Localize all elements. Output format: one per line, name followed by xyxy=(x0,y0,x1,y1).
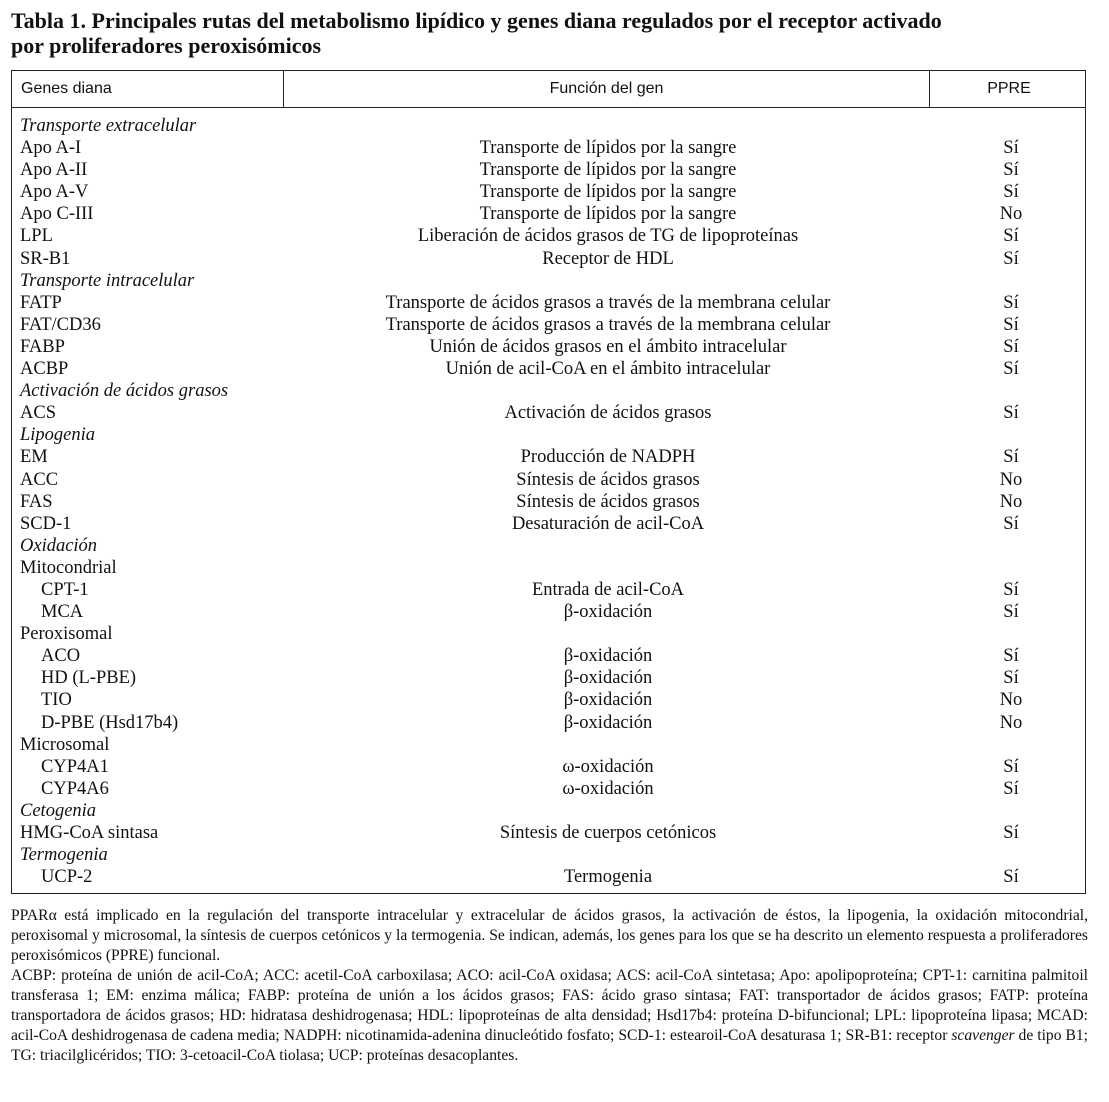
table-row xyxy=(12,469,1085,491)
table-row xyxy=(12,446,1085,468)
gene-name: ACS xyxy=(20,403,56,424)
ppre-value: Sí xyxy=(1003,314,1019,335)
gene-function: Entrada de acil-CoA xyxy=(531,579,685,600)
subsection-row xyxy=(12,734,1085,756)
gene-function: Termogenia xyxy=(563,867,653,888)
table-row xyxy=(12,159,1085,181)
ppre-value: Sí xyxy=(1003,182,1019,203)
subsection-label: Mitocondrial xyxy=(20,557,117,578)
subsection-row xyxy=(12,557,1085,579)
gene-function: Transporte de lípidos por la sangre xyxy=(479,138,737,159)
ppre-value: Sí xyxy=(1003,336,1019,357)
gene-name: HD (L-PBE) xyxy=(41,668,137,689)
gene-function: β-oxidación xyxy=(563,646,653,667)
section-label: Termogenia xyxy=(20,845,108,866)
gene-function: β-oxidación xyxy=(563,712,653,733)
subsection-label: Peroxisomal xyxy=(20,624,113,645)
note-abbreviations-italic: scavenger xyxy=(951,1027,1015,1044)
ppre-value: Sí xyxy=(1003,513,1019,534)
ppre-value: Sí xyxy=(1003,646,1019,667)
gene-function: Transporte de lípidos por la sangre xyxy=(479,204,737,225)
gene-function: Liberación de ácidos grasos de TG de lipoproteínas xyxy=(417,226,799,247)
note-abbreviations-part-2: de tipo B1; TG: triacilglicéridos; TIO: 3-cetoacil-CoA tiolasa; UCP: proteínas desacoplantes. xyxy=(11,1027,1088,1064)
ppre-value: Sí xyxy=(1003,403,1019,424)
gene-name: CYP4A1 xyxy=(41,756,109,777)
gene-function: Transporte de lípidos por la sangre xyxy=(479,160,737,181)
section-label: Transporte intracelular xyxy=(20,270,195,291)
ppre-value: No xyxy=(999,690,1023,711)
ppre-value: Sí xyxy=(1003,292,1019,313)
ppre-value: Sí xyxy=(1003,359,1019,380)
table-row xyxy=(12,358,1085,380)
ppre-value: No xyxy=(999,469,1023,490)
table-row xyxy=(12,756,1085,778)
section-label: Oxidación xyxy=(20,535,98,556)
ppre-value: Sí xyxy=(1003,778,1019,799)
ppre-value: No xyxy=(999,491,1023,512)
gene-table xyxy=(11,70,1086,894)
table-row xyxy=(12,601,1085,623)
table-row xyxy=(12,491,1085,513)
table-row xyxy=(12,712,1085,734)
ppre-value: Sí xyxy=(1003,226,1019,247)
table-row xyxy=(12,579,1085,601)
gene-name: CPT-1 xyxy=(41,579,89,600)
table-row xyxy=(12,778,1085,800)
header-funcion-del-gen: Función del gen xyxy=(283,71,929,107)
section-label: Transporte extracelular xyxy=(20,116,197,136)
section-label: Activación de ácidos grasos xyxy=(20,381,229,402)
table-row xyxy=(12,292,1085,314)
gene-name: CYP4A6 xyxy=(41,778,109,799)
gene-function: β-oxidación xyxy=(563,602,653,623)
section-label: Cetogenia xyxy=(20,800,97,821)
gene-name: TIO xyxy=(41,690,72,711)
gene-function: Unión de acil-CoA en el ámbito intracelular xyxy=(445,359,771,380)
gene-function: ω-oxidación xyxy=(562,756,654,777)
table-row xyxy=(12,689,1085,711)
gene-name: MCA xyxy=(41,602,84,623)
table-row xyxy=(12,203,1085,225)
ppre-value: Sí xyxy=(1003,602,1019,623)
gene-function: Desaturación de acil-CoA xyxy=(511,513,705,534)
gene-name: ACO xyxy=(41,646,81,667)
gene-name: EM xyxy=(20,447,48,468)
section-row xyxy=(12,424,1085,446)
gene-function: Síntesis de ácidos grasos xyxy=(516,469,700,490)
gene-function: Unión de ácidos grasos en el ámbito intracelular xyxy=(429,336,787,357)
note-abbreviations xyxy=(11,966,1088,1066)
table-body xyxy=(12,115,1085,888)
caption-line-1: Tabla 1. Principales rutas del metabolismo lipídico y genes diana regulados por el receptor activado xyxy=(11,8,942,33)
section-row xyxy=(12,844,1085,866)
table-row xyxy=(12,225,1085,247)
table-row xyxy=(12,513,1085,535)
table-row xyxy=(12,336,1085,358)
section-row xyxy=(12,380,1085,402)
gene-function: Transporte de lípidos por la sangre xyxy=(479,182,737,203)
header-genes-diana: Genes diana xyxy=(21,80,112,97)
gene-name: SCD-1 xyxy=(20,513,72,534)
gene-function: Transporte de ácidos grasos a través de la membrana celular xyxy=(385,314,831,335)
ppre-value: Sí xyxy=(1003,160,1019,181)
ppre-value: Sí xyxy=(1003,579,1019,600)
ppre-value: Sí xyxy=(1003,823,1019,843)
gene-function: ω-oxidación xyxy=(562,778,654,799)
table-row xyxy=(12,866,1085,888)
ppre-value: Sí xyxy=(1003,867,1019,888)
ppre-value: Sí xyxy=(1003,138,1019,159)
table-notes xyxy=(11,906,1088,1066)
section-row xyxy=(12,800,1085,822)
caption-line-2: por proliferadores peroxisómicos xyxy=(11,33,322,58)
gene-name: ACC xyxy=(20,469,59,490)
gene-name: FABP xyxy=(20,336,65,357)
gene-name: FAS xyxy=(20,491,53,512)
gene-function: Síntesis de ácidos grasos xyxy=(516,491,700,512)
gene-function: Activación de ácidos grasos xyxy=(504,403,712,424)
table-row xyxy=(12,402,1085,424)
section-row xyxy=(12,535,1085,557)
header-ppre: PPRE xyxy=(929,71,1088,107)
subsection-row xyxy=(12,623,1085,645)
gene-name: FATP xyxy=(20,292,62,313)
gene-function: Síntesis de cuerpos cetónicos xyxy=(499,823,717,843)
gene-function: Transporte de ácidos grasos a través de la membrana celular xyxy=(385,292,831,313)
gene-name: Apo A-I xyxy=(20,138,82,159)
gene-name: LPL xyxy=(20,226,53,247)
table-caption xyxy=(11,8,1091,58)
table-row xyxy=(12,137,1085,159)
gene-name: UCP-2 xyxy=(41,867,93,888)
table-row xyxy=(12,822,1085,844)
gene-name: ACBP xyxy=(20,359,69,380)
gene-name: Apo A-V xyxy=(20,182,89,203)
gene-name: FAT/CD36 xyxy=(20,314,101,335)
section-label: Lipogenia xyxy=(20,425,96,446)
gene-function: β-oxidación xyxy=(563,690,653,711)
gene-name: D-PBE (Hsd17b4) xyxy=(41,712,179,733)
gene-function: Receptor de HDL xyxy=(542,248,674,269)
gene-name: Apo A-II xyxy=(20,160,88,181)
ppre-value: No xyxy=(999,204,1023,225)
gene-name: HMG-CoA sintasa xyxy=(20,823,159,843)
gene-name: SR-B1 xyxy=(20,248,71,269)
table-row xyxy=(12,667,1085,689)
ppre-value: Sí xyxy=(1003,668,1019,689)
table-row xyxy=(12,181,1085,203)
section-row xyxy=(12,270,1085,292)
ppre-value: Sí xyxy=(1003,756,1019,777)
note-abbreviations-part-1: ACBP: proteína de unión de acil-CoA; ACC: acetil-CoA carboxilasa; ACO: acil-CoA oxidasa; ACS: acil-CoA sintetasa; Apo: apolipoproteína; CPT-1: carnitina palmitoil transferasa 1; EM: enzima málica; FABP: proteína de unión a los ácidos grasos; FAS: ácido graso sintasa; FAT: transportador de ácidos grasos; FATP: proteína transportadora de ácidos grasos; HD: hidratasa deshidrogenasa; HDL: lipoproteínas de alta densidad; Hsd17b4: proteína D-bifuncional; LPL: lipoproteína lipasa; MCAD: acil-CoA deshidrogenasa de cadena media; NADPH: nicotinamida-adenina dinucleótido fosfato; SCD-1: estearoil-CoA desaturasa 1; SR-B1: receptor xyxy=(11,967,1088,1044)
table-header xyxy=(12,71,1085,108)
ppre-value: Sí xyxy=(1003,447,1019,468)
subsection-label: Microsomal xyxy=(20,734,110,755)
note-description: PPARα está implicado en la regulación del transporte intracelular y extracelular de ácidos grasos, la activación de éstos, la lipogenia, la oxidación mitocondrial, peroxisomal y microsomal, la síntesis de cuerpos cetónicos y la termogenia. Se indican, además, los genes para los que se ha descrito un elemento respuesta a proliferadores peroxisómicos (PPRE) funcional. xyxy=(11,907,1088,964)
gene-function: Producción de NADPH xyxy=(520,447,696,468)
gene-function: β-oxidación xyxy=(563,668,653,689)
table-row xyxy=(12,248,1085,270)
gene-name: Apo C-III xyxy=(20,204,94,225)
ppre-value: No xyxy=(999,712,1023,733)
ppre-value: Sí xyxy=(1003,248,1019,269)
table-row xyxy=(12,645,1085,667)
table-row xyxy=(12,314,1085,336)
section-row xyxy=(12,115,1085,137)
